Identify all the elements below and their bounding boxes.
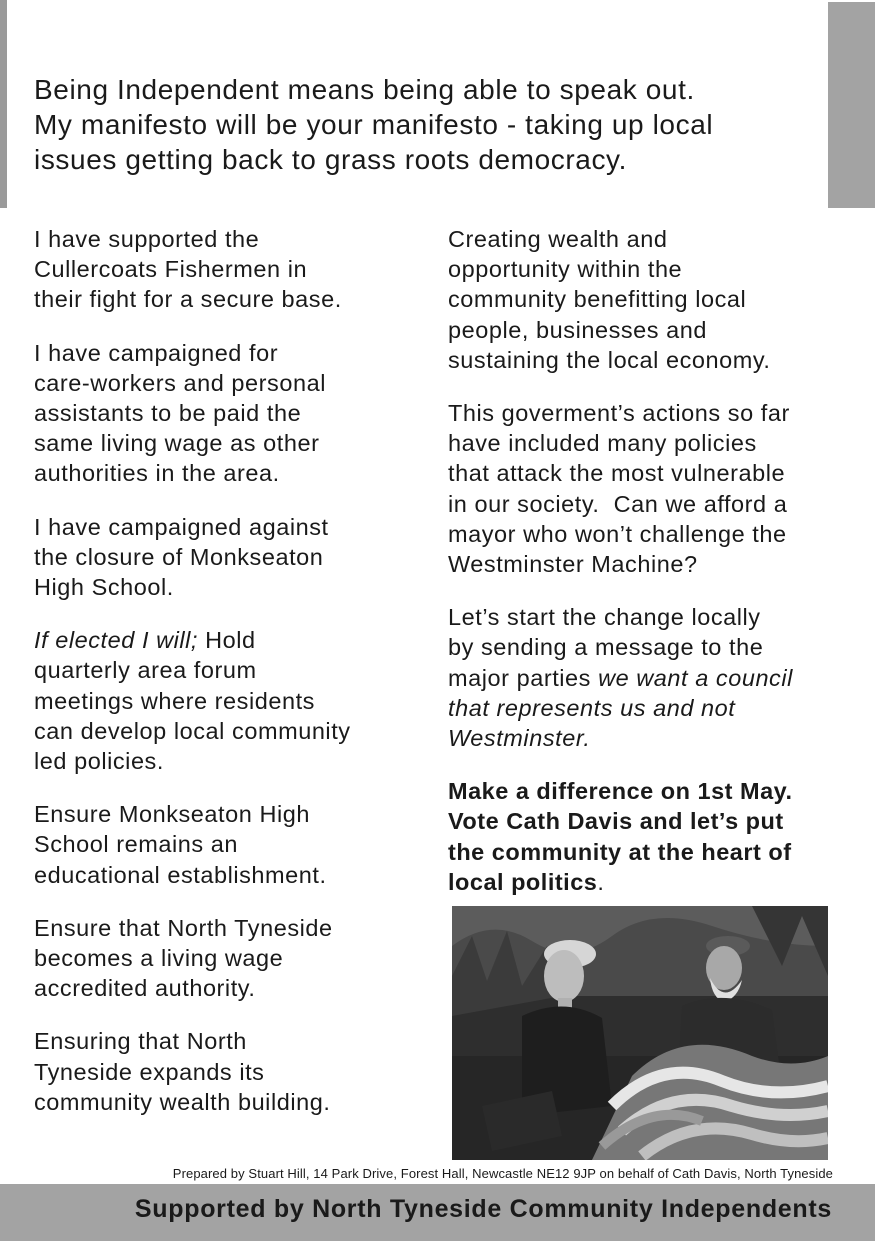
text-line: quarterly area forum (34, 657, 257, 684)
text-line: in our society. Can we afford a (448, 490, 788, 517)
text-line: mayor who won’t challenge the (448, 520, 787, 547)
text-line: Tyneside expands its (34, 1058, 265, 1085)
text-line: the community at the heart of (448, 838, 792, 865)
headline-line: issues getting back to grass roots democracy. (34, 144, 627, 175)
text-line: people, businesses and (448, 316, 708, 343)
text-line: Let’s start the change locally (448, 604, 761, 631)
text-line: assistants to be paid the (34, 400, 302, 427)
text-line: Ensure that North Tyneside (34, 914, 333, 941)
paragraph-care-workers (34, 338, 424, 489)
paragraph-change-locally (448, 602, 848, 753)
italic-line: Westminster. (448, 725, 591, 752)
text-line: by sending a message to the (448, 634, 764, 661)
text-line: have included many policies (448, 430, 757, 457)
text-fragment: . (597, 868, 605, 895)
text-line: care-workers and personal (34, 369, 326, 396)
footer-banner (0, 1184, 875, 1241)
text-line: same living wage as other (34, 430, 320, 457)
text-fragment: Hold (198, 627, 256, 654)
text-line: School remains an (34, 831, 238, 858)
text-line: Westminster Machine? (448, 551, 698, 578)
italic-phrase: If elected I will; (34, 627, 199, 654)
text-line: Ensuring that North (34, 1028, 247, 1055)
italic-phrase: we want a council (598, 664, 793, 691)
text-line (448, 663, 848, 693)
headline-line: My manifesto will be your manifesto - taking up local (34, 109, 714, 140)
imprint-text: Prepared by Stuart Hill, 14 Park Drive, Forest Hall, Newcastle NE12 9JP on behalf of Cath Davis, North Tyneside (172, 1166, 833, 1181)
right-accent-tab (828, 2, 875, 208)
text-line: educational establishment. (34, 861, 327, 888)
text-line: I have campaigned against (34, 513, 329, 540)
paragraph-if-elected (34, 625, 424, 776)
paragraph-school-remains (34, 799, 424, 890)
italic-line: that represents us and not (448, 694, 736, 721)
paragraph-community-wealth (34, 1026, 424, 1117)
text-line: becomes a living wage (34, 945, 284, 972)
left-column (34, 224, 424, 1140)
text-line: This goverment’s actions so far (448, 400, 790, 427)
text-line: their fight for a secure base. (34, 286, 342, 313)
paragraph-creating-wealth (448, 224, 848, 375)
text-line: accredited authority. (34, 975, 256, 1002)
right-column (448, 224, 848, 920)
text-line: authorities in the area. (34, 460, 280, 487)
paragraph-living-wage (34, 913, 424, 1004)
text-line: Ensure Monkseaton High (34, 801, 310, 828)
text-line: Make a difference on 1st May. (448, 778, 793, 805)
text-fragment: local politics (448, 868, 598, 895)
text-line: community benefitting local (448, 286, 747, 313)
text-line: opportunity within the (448, 256, 683, 283)
text-line: Cullercoats Fishermen in (34, 256, 308, 283)
text-line (448, 867, 848, 897)
text-fragment: major parties (448, 664, 599, 691)
text-line: meetings where residents (34, 687, 315, 714)
left-accent-bar (0, 0, 7, 208)
text-line: the closure of Monkseaton (34, 543, 324, 570)
text-line: High School. (34, 574, 174, 601)
text-line: Creating wealth and (448, 226, 668, 252)
text-line: led policies. (34, 748, 164, 775)
text-line: sustaining the local economy. (448, 346, 771, 373)
text-line: community wealth building. (34, 1088, 331, 1115)
photo-illustration (452, 906, 828, 1160)
paragraph-fishermen (34, 224, 424, 315)
text-line (34, 625, 424, 655)
paragraph-school-closure (34, 512, 424, 603)
paragraph-government (448, 398, 848, 579)
headline-line: Being Independent means being able to speak out. (34, 74, 695, 105)
text-line: Vote Cath Davis and let’s put (448, 808, 784, 835)
call-to-action (448, 776, 848, 897)
text-line: that attack the most vulnerable (448, 460, 786, 487)
text-line: I have supported the (34, 226, 260, 252)
footer-text: Supported by North Tyneside Community Independents (134, 1195, 832, 1223)
headline (34, 72, 814, 177)
candidate-photo (452, 906, 828, 1160)
text-line: I have campaigned for (34, 339, 279, 366)
text-line: can develop local community (34, 717, 351, 744)
